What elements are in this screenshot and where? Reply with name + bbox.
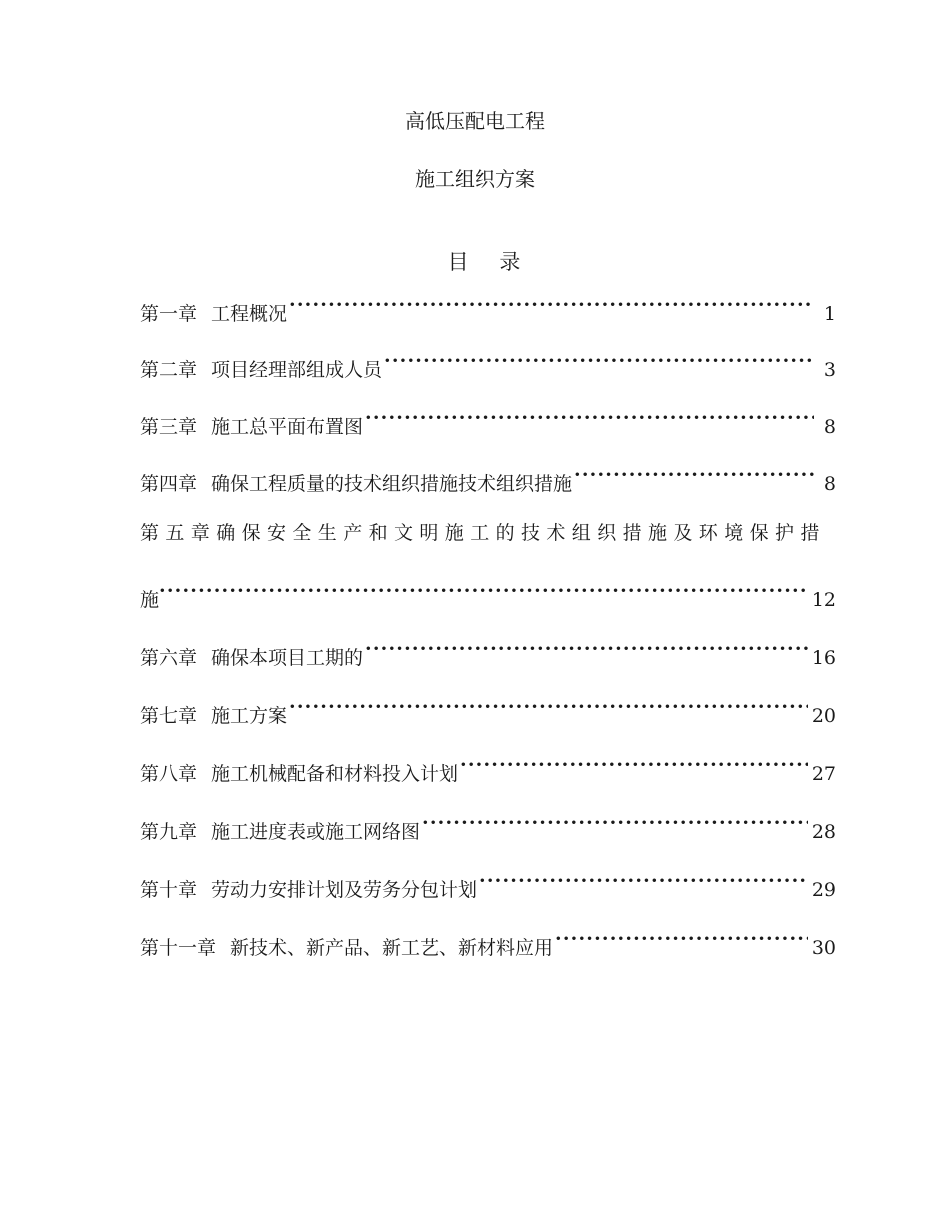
toc-page-number: 16 — [811, 647, 836, 669]
toc-leader-dots — [555, 924, 808, 954]
toc-leader-dots — [384, 346, 814, 376]
toc-leader-dots — [460, 750, 808, 780]
toc-leader-dots — [159, 576, 808, 606]
toc-leader-dots — [574, 460, 814, 490]
toc-chapter: 第二章 — [140, 359, 198, 381]
toc-title: 施工机械配备和材料投入计划 — [211, 763, 459, 785]
toc-page-number: 20 — [811, 705, 836, 727]
toc-leader-dots — [365, 634, 808, 664]
toc-chapter: 第十章 — [140, 879, 198, 901]
toc-page-number: 3 — [823, 359, 836, 381]
document-title: 高低压配电工程 — [405, 109, 545, 133]
toc-chapter: 第十一章 — [140, 937, 217, 959]
toc-chapter: 第四章 — [140, 473, 198, 495]
toc-entry-3[interactable] — [140, 403, 836, 438]
toc-chapter: 第三章 — [140, 416, 198, 438]
toc-page-number: 27 — [811, 763, 836, 785]
toc-chapter: 第五章 — [140, 522, 217, 544]
toc-entry-4[interactable] — [140, 460, 836, 495]
toc-chapter: 第六章 — [140, 647, 198, 669]
toc-entry-10[interactable] — [140, 866, 836, 901]
toc-page-number: 28 — [811, 821, 836, 843]
toc-title: 确保安全生产和文明施工的技术组织措施及环境保护措 — [216, 522, 826, 544]
toc-leader-dots — [422, 808, 808, 838]
toc-entry-2[interactable] — [140, 346, 836, 381]
toc-page-number: 12 — [811, 589, 836, 611]
toc-leader-dots — [289, 290, 814, 320]
toc-leader-dots — [479, 866, 808, 896]
toc-title-continued: 施 — [140, 589, 160, 611]
toc-title: 劳动力安排计划及劳务分包计划 — [211, 879, 478, 901]
toc-entry-5[interactable] — [140, 518, 836, 548]
toc-title: 项目经理部组成人员 — [211, 359, 383, 381]
toc-title: 施工进度表或施工网络图 — [211, 821, 421, 843]
toc-title: 确保本项目工期的 — [211, 647, 364, 669]
toc-entry-6[interactable] — [140, 634, 836, 669]
toc-title: 工程概况 — [211, 303, 288, 325]
toc-page-number: 8 — [823, 416, 836, 438]
toc-entry-5-continued[interactable] — [140, 576, 836, 611]
toc-chapter: 第九章 — [140, 821, 198, 843]
toc-chapter: 第八章 — [140, 763, 198, 785]
toc-title: 确保工程质量的技术组织措施技术组织措施 — [211, 473, 573, 495]
toc-entry-7[interactable] — [140, 692, 836, 727]
toc-title: 新技术、新产品、新工艺、新材料应用 — [230, 937, 554, 959]
toc-chapter: 第一章 — [140, 303, 198, 325]
toc-page-number: 29 — [811, 879, 836, 901]
toc-leader-dots — [365, 403, 814, 433]
toc-entry-11[interactable] — [140, 924, 836, 959]
toc-chapter: 第七章 — [140, 705, 198, 727]
toc-page-number: 8 — [823, 473, 836, 495]
toc-entry-9[interactable] — [140, 808, 836, 843]
toc-page-number: 30 — [811, 937, 836, 959]
toc-title: 施工总平面布置图 — [211, 416, 364, 438]
toc-heading: 目 录 — [447, 250, 533, 274]
toc-entry-8[interactable] — [140, 750, 836, 785]
document-subtitle: 施工组织方案 — [415, 167, 535, 191]
toc-title: 施工方案 — [211, 705, 288, 727]
toc-leader-dots — [289, 692, 808, 722]
toc-page-number: 1 — [823, 303, 836, 325]
toc-entry-1[interactable] — [140, 290, 836, 325]
